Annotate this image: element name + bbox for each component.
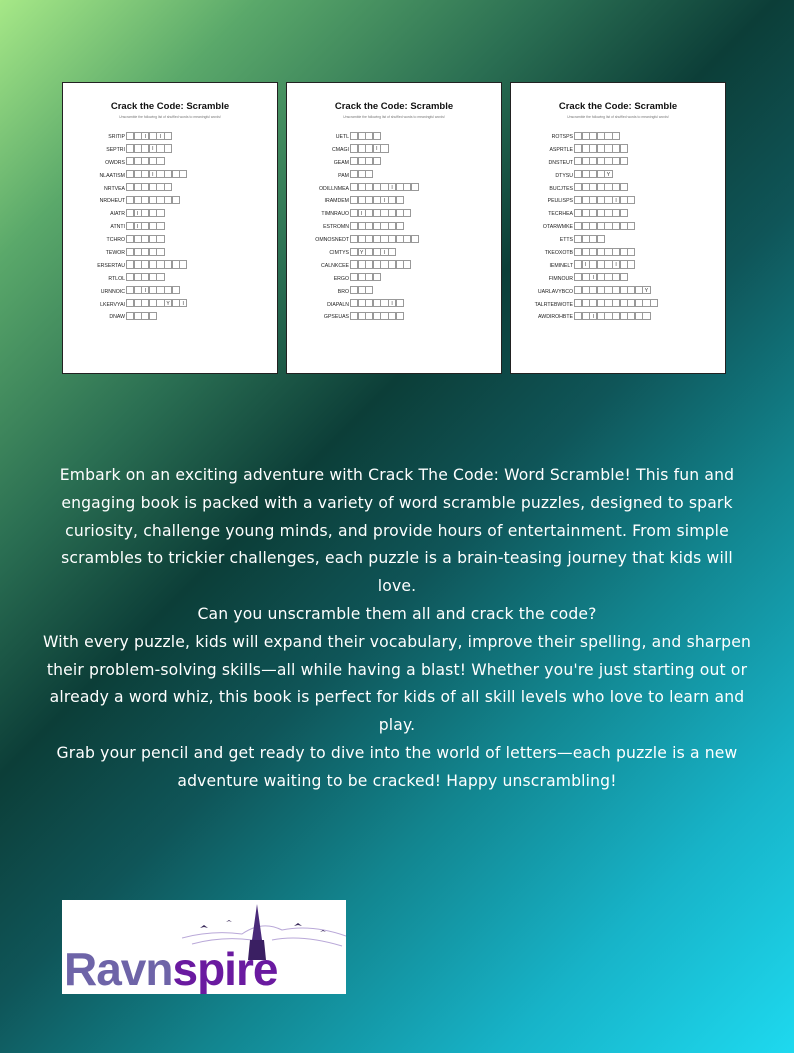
letter-box xyxy=(365,170,373,178)
answer-boxes xyxy=(126,209,164,217)
answer-boxes xyxy=(574,209,627,217)
letter-box xyxy=(620,209,628,217)
answer-boxes xyxy=(350,132,380,140)
letter-box: I xyxy=(156,132,164,140)
scrambled-word: ROTSPS xyxy=(551,134,573,140)
logo-wordmark xyxy=(64,943,278,994)
letter-box xyxy=(388,248,396,256)
scramble-row xyxy=(63,299,277,312)
scramble-row xyxy=(287,144,501,157)
scrambled-word: GPSEUAS xyxy=(323,314,349,321)
scramble-list xyxy=(63,131,277,324)
letter-box xyxy=(380,144,388,152)
letter-box: I xyxy=(134,222,142,230)
answer-boxes xyxy=(350,222,403,230)
description-paragraph: Embark on an exciting adventure with Crack The Code: Word Scramble! This fun and engaging book is packed with a variety of word scramble puzzles, designed to spark curiosity, challenge young minds, and provide hours of entertainment. From simple scrambles to trickier challenges, each puzzle is a brain-teasing journey that kids will love. xyxy=(59,466,735,596)
scramble-row xyxy=(63,170,277,183)
scramble-list xyxy=(511,131,725,324)
letter-box xyxy=(365,286,373,294)
scrambled-word: CALNKCEE xyxy=(321,262,349,269)
scrambled-word: AWDIROHBTE xyxy=(538,314,573,321)
scrambled-word: UETL xyxy=(335,134,349,140)
scramble-row xyxy=(287,170,501,183)
answer-boxes xyxy=(574,286,650,294)
scramble-row xyxy=(287,273,501,286)
answer-boxes xyxy=(350,286,373,294)
page-title: Crack the Code: Scramble xyxy=(334,101,454,112)
letter-box xyxy=(411,235,419,243)
answer-boxes xyxy=(126,196,179,204)
puzzle-page-2 xyxy=(286,82,502,374)
letter-box xyxy=(396,312,404,320)
answer-boxes xyxy=(574,299,658,307)
book-description xyxy=(40,462,754,796)
scrambled-word: TKEOXOTB xyxy=(544,250,573,257)
letter-box xyxy=(627,196,635,204)
page-instructions: Unscramble the following list of shuffled words to meaningful words! xyxy=(567,115,669,119)
letter-box xyxy=(627,222,635,230)
answer-boxes xyxy=(350,209,411,217)
letter-box xyxy=(156,235,164,243)
letter-box: I xyxy=(388,183,396,191)
answer-boxes xyxy=(574,235,604,243)
letter-box xyxy=(396,222,404,230)
answer-boxes xyxy=(126,235,164,243)
page-instructions: Unscramble the following list of shuffled words to meaningful words! xyxy=(343,115,445,119)
answer-boxes xyxy=(574,170,612,178)
scrambled-word: UARLAVYBCO xyxy=(537,288,573,295)
scramble-row xyxy=(511,183,725,196)
scramble-row xyxy=(63,183,277,196)
scramble-row xyxy=(63,286,277,299)
answer-boxes xyxy=(350,235,418,243)
scramble-row xyxy=(287,208,501,221)
letter-box xyxy=(650,299,658,307)
letter-box xyxy=(172,196,180,204)
letter-box xyxy=(156,273,164,281)
scramble-row xyxy=(511,208,725,221)
scramble-row xyxy=(511,221,725,234)
scrambled-word: ATNTI xyxy=(110,224,125,231)
letter-box: I xyxy=(612,260,620,268)
scramble-row xyxy=(63,144,277,157)
letter-box xyxy=(396,299,404,307)
letter-box: I xyxy=(380,248,388,256)
answer-boxes xyxy=(574,144,627,152)
scramble-row xyxy=(511,247,725,260)
scrambled-word: DIAPALN xyxy=(327,301,349,308)
letter-box xyxy=(627,248,635,256)
answer-boxes xyxy=(574,157,627,165)
answer-boxes xyxy=(126,248,164,256)
scramble-row xyxy=(287,234,501,247)
scramble-row xyxy=(63,234,277,247)
letter-box: I xyxy=(358,209,366,217)
letter-box xyxy=(164,183,172,191)
logo-text-ravn: Ravn xyxy=(64,943,173,994)
scramble-row xyxy=(511,311,725,324)
answer-boxes xyxy=(350,260,411,268)
scrambled-word: CMAGI xyxy=(331,146,349,153)
letter-box: I xyxy=(134,209,142,217)
letter-box xyxy=(156,209,164,217)
letter-box: I xyxy=(589,273,597,281)
scrambled-word: ASPRTLE xyxy=(549,146,573,153)
scramble-row xyxy=(63,195,277,208)
letter-box xyxy=(620,183,628,191)
answer-boxes xyxy=(126,286,179,294)
scramble-row xyxy=(511,144,725,157)
scramble-row xyxy=(63,157,277,170)
letter-box xyxy=(620,144,628,152)
letter-box: I xyxy=(589,312,597,320)
letter-box xyxy=(373,157,381,165)
letter-box xyxy=(403,209,411,217)
scrambled-word: TCHRO xyxy=(106,237,125,244)
scrambled-word: IEMINELT xyxy=(549,262,573,269)
answer-boxes xyxy=(126,312,156,320)
letter-box xyxy=(620,273,628,281)
scrambled-word: ERSERTAU xyxy=(97,262,125,269)
letter-box xyxy=(179,170,187,178)
answer-boxes xyxy=(574,260,635,268)
scrambled-word: OMNOSNEDT xyxy=(315,237,349,244)
scrambled-word: URNNOIC xyxy=(100,288,125,295)
answer-boxes xyxy=(350,248,396,256)
scrambled-word: ODILLNMEA xyxy=(319,185,349,192)
answer-boxes xyxy=(574,222,635,230)
scramble-row xyxy=(511,157,725,170)
scrambled-word: TECRHEA xyxy=(548,211,573,218)
scrambled-word: TIMNRAUO xyxy=(321,211,349,218)
puzzle-page-previews xyxy=(62,82,727,374)
letter-box xyxy=(373,273,381,281)
answer-boxes xyxy=(126,273,164,281)
letter-box xyxy=(172,286,180,294)
answer-boxes xyxy=(350,196,403,204)
letter-box xyxy=(396,196,404,204)
puzzle-page-1 xyxy=(62,82,278,374)
scramble-row xyxy=(511,286,725,299)
letter-box: I xyxy=(373,144,381,152)
letter-box xyxy=(156,222,164,230)
scramble-row xyxy=(287,247,501,260)
answer-boxes xyxy=(350,144,388,152)
answer-boxes xyxy=(574,196,635,204)
scrambled-word: PAM xyxy=(338,172,349,179)
letter-box xyxy=(642,312,650,320)
scrambled-word: TEWOR xyxy=(105,250,125,257)
scrambled-word: DNSTEUT xyxy=(548,159,573,166)
answer-boxes xyxy=(350,170,373,178)
logo-text-spire: spire xyxy=(172,943,278,994)
scramble-row xyxy=(511,260,725,273)
scramble-row xyxy=(511,170,725,183)
letter-box: I xyxy=(179,299,187,307)
scrambled-word: IRAMDEM xyxy=(324,198,349,205)
scrambled-word: FIMNOUR xyxy=(548,275,573,282)
scrambled-word: OTARWMKE xyxy=(542,224,573,231)
letter-box: I xyxy=(612,196,620,204)
scrambled-word: NRDHEUT xyxy=(99,198,125,205)
scramble-row xyxy=(287,260,501,273)
scrambled-word: GEAM xyxy=(333,159,349,166)
scramble-row xyxy=(287,311,501,324)
scrambled-word: SRITIP xyxy=(108,134,125,140)
answer-boxes xyxy=(574,273,627,281)
scramble-row xyxy=(63,208,277,221)
scramble-row xyxy=(63,311,277,324)
scrambled-word: RTLOL xyxy=(108,275,125,282)
description-paragraph: With every puzzle, kids will expand their vocabulary, improve their spelling, and sharpen their problem-solving skills—all while having a blast! Whether you're just starting out or already a word whiz, this book is perfect for kids of all skill levels who love to learn and play. xyxy=(43,632,751,735)
description-paragraph: Grab your pencil and get ready to dive into the world of letters—each puzzle is a new adventure waiting to be cracked! Happy unscrambling! xyxy=(56,743,738,790)
letter-box xyxy=(156,248,164,256)
scramble-row xyxy=(511,234,725,247)
letter-box: I xyxy=(141,286,149,294)
scramble-row xyxy=(511,273,725,286)
page-title: Crack the Code: Scramble xyxy=(558,101,678,112)
scrambled-word: LKERVYAI xyxy=(100,301,125,308)
letter-box xyxy=(179,260,187,268)
scramble-row xyxy=(287,131,501,144)
scramble-row xyxy=(287,286,501,299)
letter-box: I xyxy=(582,260,590,268)
letter-box xyxy=(597,235,605,243)
scramble-row xyxy=(63,260,277,273)
letter-box: I xyxy=(149,170,157,178)
letter-box: Y xyxy=(164,299,172,307)
scramble-row xyxy=(287,183,501,196)
answer-boxes xyxy=(126,170,187,178)
scrambled-word: TALRTEBWOTE xyxy=(534,301,573,308)
scrambled-word: NRTVEA xyxy=(104,185,125,192)
letter-box xyxy=(411,183,419,191)
letter-box xyxy=(164,132,172,140)
scramble-list xyxy=(287,131,501,324)
answer-boxes xyxy=(350,273,380,281)
scrambled-word: BUCJTES xyxy=(549,185,573,192)
answer-boxes xyxy=(350,312,403,320)
answer-boxes xyxy=(126,260,187,268)
scrambled-word: AIATR xyxy=(110,211,125,218)
answer-boxes xyxy=(126,157,164,165)
page-instructions: Unscramble the following list of shuffled words to meaningful words! xyxy=(119,115,221,119)
scrambled-word: DNAW xyxy=(109,314,125,321)
answer-boxes xyxy=(126,183,172,191)
scrambled-word: ETTS xyxy=(559,237,573,244)
letter-box xyxy=(612,132,620,140)
letter-box: Y xyxy=(642,286,650,294)
scramble-row xyxy=(63,221,277,234)
letter-box xyxy=(164,144,172,152)
scrambled-word: ERGO xyxy=(333,275,349,282)
scramble-row xyxy=(287,195,501,208)
letter-box xyxy=(627,260,635,268)
scrambled-word: CIMTYS xyxy=(329,250,349,257)
answer-boxes xyxy=(126,132,172,140)
letter-box: Y xyxy=(604,170,612,178)
scramble-row xyxy=(287,299,501,312)
scrambled-word: NLAATISM xyxy=(99,172,125,179)
letter-box xyxy=(149,312,157,320)
letter-box: I xyxy=(388,299,396,307)
letter-box: Y xyxy=(358,248,366,256)
description-paragraph: Can you unscramble them all and crack the code? xyxy=(197,604,597,623)
scramble-row xyxy=(511,195,725,208)
letter-box xyxy=(620,157,628,165)
scramble-row xyxy=(287,157,501,170)
answer-boxes xyxy=(574,183,627,191)
puzzle-page-3 xyxy=(510,82,726,374)
scrambled-word: OWDRS xyxy=(105,159,125,166)
answer-boxes xyxy=(126,144,172,152)
letter-box: I xyxy=(380,196,388,204)
scramble-row xyxy=(63,273,277,286)
scrambled-word: BRO xyxy=(337,288,349,295)
scrambled-word: DTYSU xyxy=(555,172,573,179)
answer-boxes xyxy=(350,183,418,191)
scrambled-word: ESTROMN xyxy=(323,224,349,231)
scramble-row xyxy=(287,221,501,234)
letter-box: I xyxy=(141,132,149,140)
letter-box: I xyxy=(149,144,157,152)
scrambled-word: SEPTRI xyxy=(106,146,125,153)
letter-box xyxy=(156,157,164,165)
ravnspire-logo xyxy=(62,900,346,994)
answer-boxes xyxy=(574,132,620,140)
letter-box xyxy=(403,260,411,268)
letter-box xyxy=(373,132,381,140)
scramble-row xyxy=(63,131,277,144)
page-title: Crack the Code: Scramble xyxy=(110,101,230,112)
scrambled-word: PEULISPS xyxy=(547,198,573,205)
answer-boxes xyxy=(574,248,635,256)
scramble-row xyxy=(511,299,725,312)
answer-boxes xyxy=(350,157,380,165)
scramble-row xyxy=(511,131,725,144)
answer-boxes xyxy=(574,312,650,320)
answer-boxes xyxy=(350,299,403,307)
answer-boxes xyxy=(126,299,187,307)
answer-boxes xyxy=(126,222,164,230)
scramble-row xyxy=(63,247,277,260)
